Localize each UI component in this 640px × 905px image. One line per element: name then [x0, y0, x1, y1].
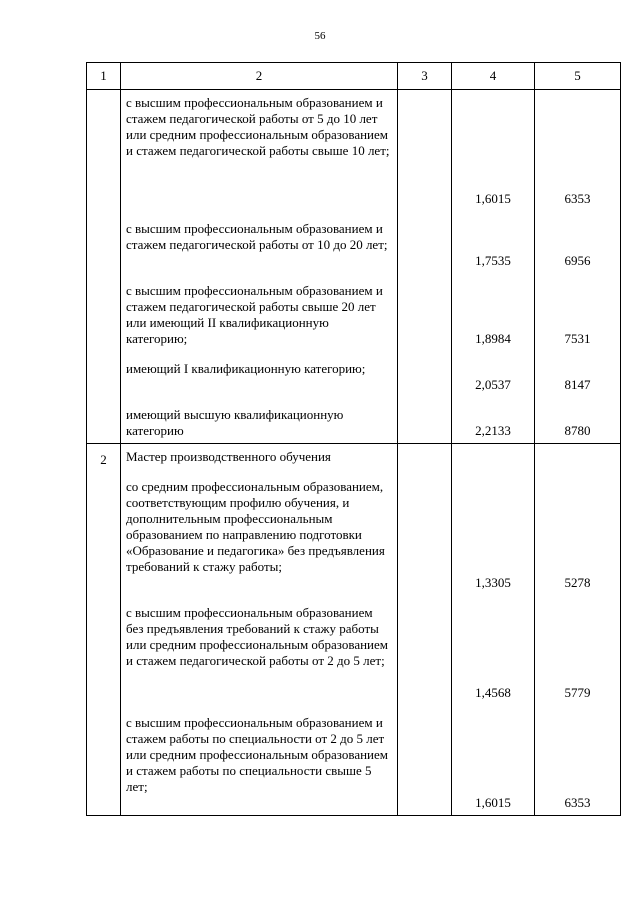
- salary-cell: [535, 90, 621, 444]
- qualification-item: с высшим профессиональным образованием и стажем работы по специальности от 2 до 5 лет или средним профессиональным образованием и стажем работы по специальности свыше 5 лет;: [126, 715, 389, 794]
- salary-value: 8147: [564, 377, 591, 392]
- column-header-3: 3: [398, 63, 452, 90]
- salary-value: 6353: [564, 191, 591, 206]
- position-title: Мастер производственного обучения: [126, 449, 331, 464]
- table-row: [87, 90, 621, 444]
- coefficient-cell: [452, 90, 535, 444]
- salary-value: 6956: [564, 253, 591, 268]
- coefficient-value: 1,7535: [475, 253, 511, 268]
- salary-value: 6353: [564, 795, 591, 810]
- qualification-item: с высшим профессиональным образованием и стажем педагогической работы от 5 до 10 лет или средним профессиональным образованием и стажем педагогической работы свыше 10 лет;: [126, 95, 390, 158]
- column-header-1: 1: [87, 63, 121, 90]
- qualification-item: со средним профессиональным образованием, соответствующим профилю обучения, и дополнительным профессиональным образованием по направлению подготовки «Образование и педагогика» без предъявления требований к стажу работы;: [126, 479, 385, 574]
- row-description: [121, 90, 398, 444]
- coefficient-value: 1,8984: [475, 331, 511, 346]
- coefficient-value: 1,6015: [475, 191, 511, 206]
- salary-value: 7531: [564, 331, 591, 346]
- qualification-item: имеющий I квалификационную категорию;: [126, 361, 366, 376]
- table-row: [87, 444, 621, 816]
- qualification-item: имеющий высшую квалификационную категорию: [126, 407, 344, 438]
- salary-table: [86, 62, 621, 816]
- coefficient-cell: [452, 444, 535, 816]
- salary-value: 8780: [564, 423, 591, 438]
- coefficient-value: 1,6015: [475, 795, 511, 810]
- coefficient-value: 2,2133: [475, 423, 511, 438]
- coefficient-value: 1,3305: [475, 575, 511, 590]
- column-header-5: 5: [535, 63, 621, 90]
- coefficient-value: 1,4568: [475, 685, 511, 700]
- column-header-2: 2: [121, 63, 398, 90]
- row-description: [121, 444, 398, 816]
- coefficient-value: 2,0537: [475, 377, 511, 392]
- salary-value: 5779: [564, 685, 591, 700]
- qualification-item: с высшим профессиональным образованием и стажем педагогической работы от 10 до 20 лет;: [126, 221, 388, 252]
- row-number: 2: [87, 444, 121, 816]
- page-number: 56: [314, 30, 326, 42]
- column-3-cell: [398, 90, 452, 444]
- column-header-4: 4: [452, 63, 535, 90]
- table-header-row: [87, 63, 621, 90]
- qualification-item: с высшим профессиональным образованием и стажем педагогической работы свыше 20 лет или имеющий II квалификационную категорию;: [126, 283, 383, 346]
- column-3-cell: [398, 444, 452, 816]
- salary-cell: [535, 444, 621, 816]
- row-number: [87, 90, 121, 444]
- qualification-item: с высшим профессиональным образованием без предъявления требований к стажу работы или средним профессиональным образованием и стажем педагогической работы от 2 до 5 лет;: [126, 605, 389, 668]
- salary-value: 5278: [564, 575, 591, 590]
